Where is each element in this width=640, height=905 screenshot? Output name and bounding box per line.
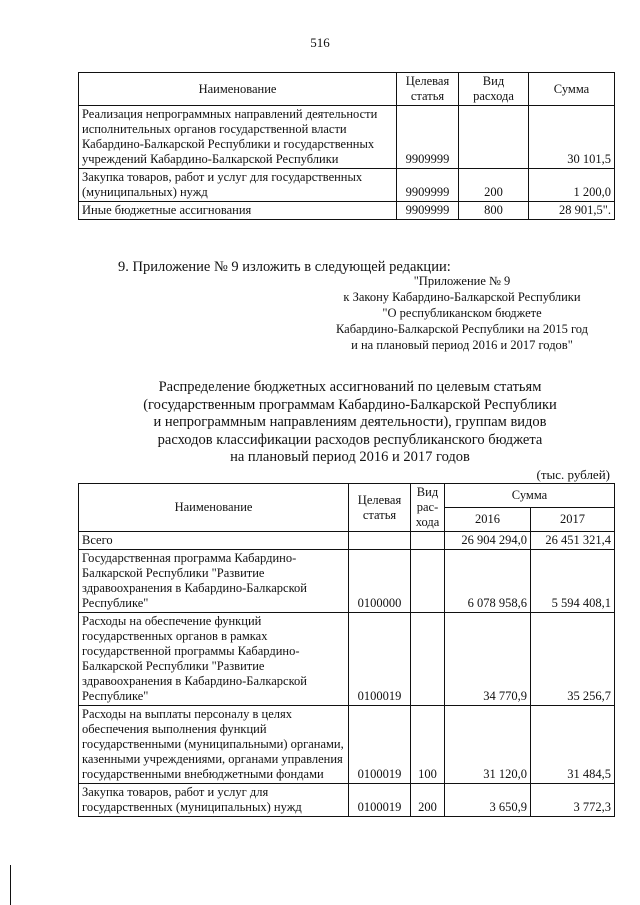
table-row — [79, 532, 615, 550]
row-sum: 30 101,5 — [529, 106, 615, 169]
row-name: Иные бюджетные ассигнования — [79, 202, 397, 220]
title-line: (государственным программам Кабардино-Балкарской Республики — [143, 396, 557, 413]
row-2017: 31 484,5 — [531, 706, 615, 784]
table-header-row — [79, 73, 615, 106]
appendix-line: "Приложение № 9 — [413, 274, 511, 288]
row-type: 800 — [459, 202, 529, 220]
row-type: 200 — [411, 784, 445, 817]
header-sum: Сумма — [529, 73, 615, 106]
appendix-line: и на плановый период 2016 и 2017 годов" — [351, 338, 573, 352]
header-year-2016: 2016 — [445, 508, 531, 532]
row-2016: 26 904 294,0 — [445, 532, 531, 550]
header-type: Вид расхода — [459, 73, 529, 106]
row-2016: 6 078 958,6 — [445, 550, 531, 613]
page-number: 516 — [310, 35, 330, 50]
table-row — [79, 550, 615, 613]
header-type: Вид рас-хода — [411, 484, 445, 532]
row-name: Всего — [79, 532, 349, 550]
appendix-line: Кабардино-Балкарской Республики на 2015 год — [335, 322, 589, 336]
budget-distribution-table — [78, 483, 615, 817]
table-row — [79, 784, 615, 817]
row-target: 9909999 — [397, 202, 459, 220]
row-2017: 26 451 321,4 — [531, 532, 615, 550]
header-target: Целевая статья — [349, 484, 411, 532]
row-type — [411, 613, 445, 706]
row-name: Расходы на выплаты персоналу в целях обеспечения выполнения функций государственными (муниципальными) органами, казенными учреждениями, органами управления государственными внебюджетными фондами — [79, 706, 349, 784]
row-2017: 5 594 408,1 — [531, 550, 615, 613]
row-sum: 28 901,5". — [529, 202, 615, 220]
row-sum: 1 200,0 — [529, 169, 615, 202]
row-target: 0100019 — [349, 706, 411, 784]
row-target: 0100000 — [349, 550, 411, 613]
row-2016: 34 770,9 — [445, 613, 531, 706]
header-name: Наименование — [79, 484, 349, 532]
table-row — [79, 613, 615, 706]
table-row — [79, 169, 615, 202]
appendix-header — [320, 273, 604, 353]
row-target: 9909999 — [397, 169, 459, 202]
table-row — [79, 106, 615, 169]
row-type: 200 — [459, 169, 529, 202]
row-2017: 3 772,3 — [531, 784, 615, 817]
row-target: 0100019 — [349, 613, 411, 706]
row-name: Расходы на обеспечение функций государственных органов в рамках государственной программы Кабардино-Балкарской Республики "Развитие здравоохранения в Кабардино-Балкарской Республике" — [79, 613, 349, 706]
title-line: Распределение бюджетных ассигнований по целевым статьям — [158, 379, 542, 395]
table-row — [79, 202, 615, 220]
margin-line — [10, 865, 11, 905]
table-header-row — [79, 484, 615, 508]
document-title — [110, 379, 590, 467]
row-name: Реализация непрограммных направлений деятельности исполнительных органов государственной власти Кабардино-Балкарской Республики и государственных учреждений Кабардино-Балкарской Республики — [79, 106, 397, 169]
appendix-line: "О республиканском бюджете — [382, 306, 542, 320]
table-row — [79, 706, 615, 784]
row-type — [411, 550, 445, 613]
row-name: Закупка товаров, работ и услуг для государственных (муниципальных) нужд — [79, 169, 397, 202]
row-2017: 35 256,7 — [531, 613, 615, 706]
row-type — [411, 532, 445, 550]
row-target: 0100019 — [349, 784, 411, 817]
row-type: 100 — [411, 706, 445, 784]
header-target: Целевая статья — [397, 73, 459, 106]
row-2016: 3 650,9 — [445, 784, 531, 817]
units-label: (тыс. рублей) — [536, 467, 610, 482]
row-target: 9909999 — [397, 106, 459, 169]
header-name: Наименование — [79, 73, 397, 106]
budget-table-continued — [78, 72, 615, 220]
title-line: и непрограммным направлениям деятельности), группам видов — [153, 414, 547, 430]
title-line: на плановый период 2016 и 2017 годов — [230, 449, 470, 465]
header-year-2017: 2017 — [531, 508, 615, 532]
row-name: Государственная программа Кабардино-Балкарской Республики "Развитие здравоохранения в Кабардино-Балкарской Республике" — [79, 550, 349, 613]
appendix-line: к Закону Кабардино-Балкарской Республики — [343, 290, 581, 304]
header-sum: Сумма — [445, 484, 615, 508]
row-type — [459, 106, 529, 169]
row-target — [349, 532, 411, 550]
row-2016: 31 120,0 — [445, 706, 531, 784]
row-name: Закупка товаров, работ и услуг для государственных (муниципальных) нужд — [79, 784, 349, 817]
title-line: расходов классификации расходов республиканского бюджета — [157, 431, 543, 448]
amendment-instruction: 9. Приложение № 9 изложить в следующей редакции: — [118, 259, 451, 275]
